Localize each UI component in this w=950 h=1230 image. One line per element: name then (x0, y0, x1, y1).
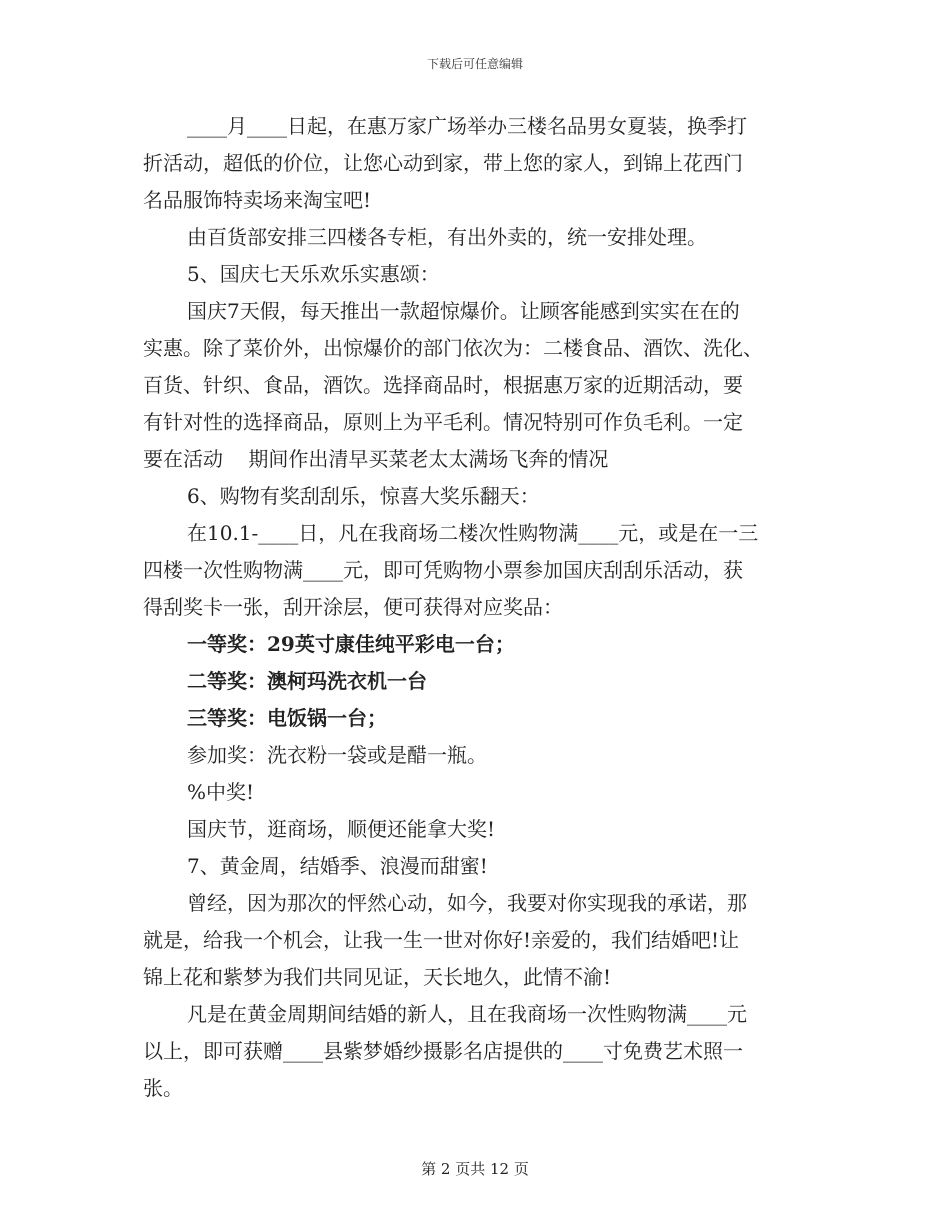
text-line: 名品服饰特卖场来淘宝吧! (143, 188, 372, 212)
text-line: 5、国庆七天乐欢乐实惠颂： (187, 262, 440, 286)
text-line: 二等奖：澳柯玛洗衣机一台 (187, 669, 427, 693)
text-line: 国庆节，逛商场，顺便还能拿大奖! (187, 817, 496, 841)
text-line: 四楼一次性购物满____元，即可凭购物小票参加国庆刮刮乐活动，获 (143, 558, 743, 582)
text-line: 凡是在黄金周期间结婚的新人，且在我商场一次性购物满____元 (187, 1002, 747, 1026)
text-line: 国庆7天假，每天推出一款超惊爆价。让顾客能感到实实在在的 (187, 299, 740, 323)
text-line: 参加奖：洗衣粉一袋或是醋一瓶。 (187, 743, 487, 767)
text-line: 实惠。除了菜价外，出惊爆价的部门依次为：二楼食品、酒饮、洗化、 (143, 336, 763, 360)
text-line: 曾经，因为那次的怦然心动，如今，我要对你实现我的承诺，那 (187, 891, 747, 915)
text-line: %中奖! (187, 780, 255, 804)
text-line: 百货、针织、食品，酒饮。选择商品时，根据惠万家的近期活动，要 (143, 373, 743, 397)
text-line: 三等奖：电饭锅一台； (187, 706, 387, 730)
text-line: 要在活动 期间作出清早买菜老太太满场飞奔的情况 (143, 447, 609, 471)
text-line: 在10.1-____日，凡在我商场二楼次性购物满____元，或是在一三 (187, 521, 759, 545)
text-line: 由百货部安排三四楼各专柜，有出外卖的，统一安排处理。 (187, 225, 707, 249)
page-header: 下载后可任意编辑 (426, 57, 523, 71)
text-line: 有针对性的选择商品，原则上为平毛利。情况特别可作负毛利。一定 (143, 410, 743, 434)
text-line: 7、黄金周，结婚季、浪漫而甜蜜! (187, 854, 488, 878)
text-line: 6、购物有奖刮刮乐，惊喜大奖乐翻天： (187, 484, 540, 508)
text-line: 以上，即可获赠____县紫梦婚纱摄影名店提供的____寸免费艺术照一 (143, 1039, 743, 1063)
text-line: 张。 (143, 1076, 183, 1100)
text-line: 就是，给我一个机会，让我一生一世对你好!亲爱的，我们结婚吧!让 (143, 928, 740, 952)
text-line: ____月____日起，在惠万家广场举办三楼名品男女夏装，换季打 (187, 114, 747, 138)
text-line: 锦上花和紫梦为我们共同见证，天长地久，此情不渝! (143, 965, 612, 989)
document-body (143, 108, 813, 1107)
text-line: 折活动，超低的价位，让您心动到家，带上您的家人，到锦上花西门 (143, 151, 743, 175)
text-line: 得刮奖卡一张，刮开涂层，便可获得对应奖品： (143, 595, 563, 619)
page-footer: 第 2 页共 12 页 (421, 1160, 529, 1178)
text-line: 一等奖：29英寸康佳纯平彩电一台； (187, 632, 515, 656)
